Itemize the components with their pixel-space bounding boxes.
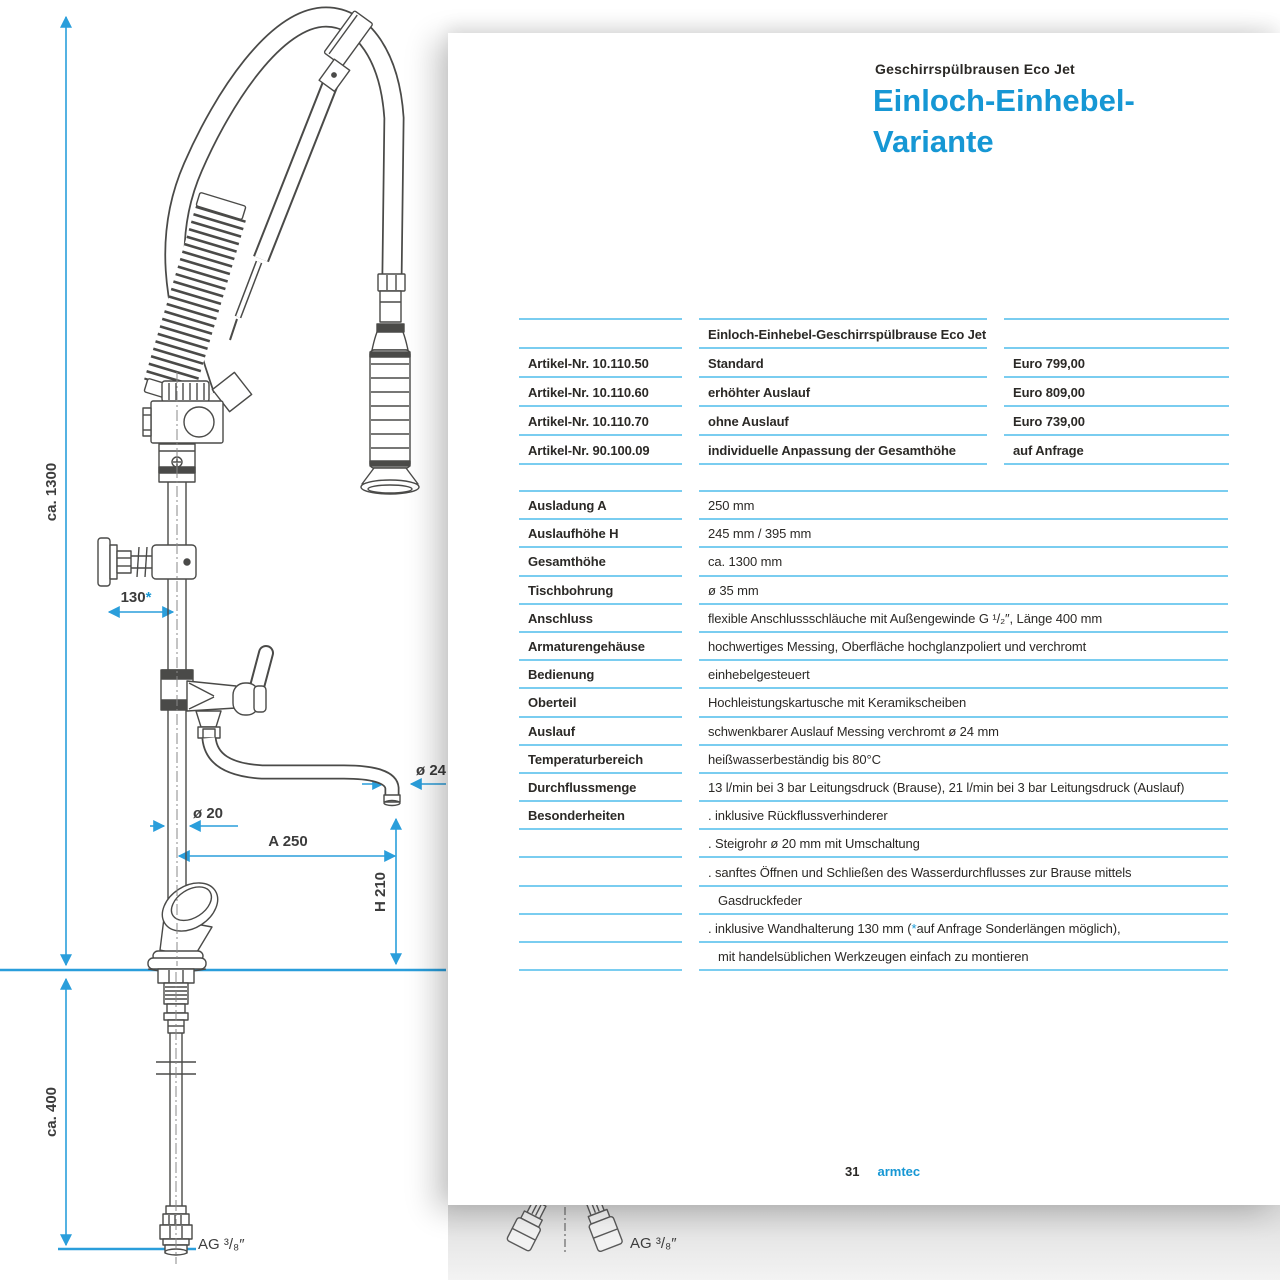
spec-label-cell (519, 885, 682, 913)
title-line-1: Einloch-Einhebel- (873, 83, 1135, 118)
wall-bracket-note-post: auf Anfrage Sonderlängen möglich), (916, 920, 1121, 936)
page-title (873, 80, 1135, 162)
spec-label-cell: Besonderheiten (519, 800, 682, 828)
wall-bracket (98, 538, 196, 586)
article-number-cell: Artikel-Nr. 10.110.60 (519, 376, 682, 405)
spec-table (519, 490, 1228, 971)
page-footer (845, 1164, 920, 1179)
spec-value-cell: flexible Anschlussschläuche mit Außengewinde G ¹/₂″, Länge 400 mm (699, 603, 1228, 631)
price-cell: auf Anfrage (1004, 434, 1229, 463)
hose-connector-left (506, 1197, 551, 1252)
thread-size-label: AG ³/₈″ (198, 1236, 245, 1253)
hose-thread-size-label: AG ³/₈″ (630, 1235, 677, 1252)
article-number-cell: Artikel-Nr. 10.110.50 (519, 347, 682, 376)
cell-empty (519, 318, 682, 347)
price-cell: Euro 799,00 (1004, 347, 1229, 376)
centerlines (176, 372, 177, 1264)
spout-tee-and-lever (161, 653, 400, 806)
spec-label-cell: Auslaufhöhe H (519, 518, 682, 546)
spec-value-cell: ca. 1300 mm (699, 546, 1228, 574)
table-bottom-rule (699, 463, 987, 465)
spec-value-cell (699, 913, 1228, 941)
article-number-cell: Artikel-Nr. 90.100.09 (519, 434, 682, 463)
catalog-page (448, 33, 1280, 1205)
spec-label-cell: Bedienung (519, 659, 682, 687)
spec-label-cell (519, 856, 682, 884)
spec-value-cell: . sanftes Öffnen und Schließen des Wasserdurchflusses zur Brause mittels (699, 856, 1228, 884)
spec-value-cell: schwenkbarer Auslauf Messing verchromt ø 24 mm (699, 716, 1228, 744)
spray-head (361, 274, 419, 494)
spec-value-cell: hochwertiges Messing, Oberfläche hochglanzpoliert und verchromt (699, 631, 1228, 659)
price-cell: Euro 739,00 (1004, 405, 1229, 434)
spec-label-cell (519, 828, 682, 856)
price-cell: Euro 809,00 (1004, 376, 1229, 405)
mixer-lever-and-base (148, 873, 227, 972)
spec-value-cell: 13 l/min bei 3 bar Leitungsdruck (Brause), 21 l/min bei 3 bar Leitungsdruck (Auslauf) (699, 772, 1228, 800)
spec-value-cell: mit handelsüblichen Werkzeugen einfach zu montieren (699, 941, 1228, 969)
spec-value-cell: . inklusive Rückflussverhinderer (699, 800, 1228, 828)
spec-value-cell: . Steigrohr ø 20 mm mit Umschaltung (699, 828, 1228, 856)
dim-outreach-label: A 250 (268, 833, 308, 850)
spec-label-cell: Ausladung A (519, 490, 682, 518)
spec-label-cell (519, 941, 682, 969)
dim-hose-length-label: ca. 400 (43, 1086, 60, 1138)
variant-cell: ohne Auslauf (699, 405, 987, 434)
spec-value-cell: Gasdruckfeder (699, 885, 1228, 913)
table-bottom-rule (699, 969, 1228, 971)
wall-bracket-note-star: * (911, 920, 917, 936)
article-number-cell: Artikel-Nr. 10.110.70 (519, 405, 682, 434)
series-kicker: Geschirrspülbrausen Eco Jet (875, 61, 1075, 77)
dim-overall-height-label: ca. 1300 (43, 462, 60, 522)
page-number: 31 (845, 1164, 860, 1179)
spec-label-cell: Anschluss (519, 603, 682, 631)
spec-label-cell: Oberteil (519, 687, 682, 715)
table-bottom-rule (519, 969, 682, 971)
table-bottom-rule (519, 463, 682, 465)
spec-label-cell: Tischbohrung (519, 575, 682, 603)
spec-value-cell: einhebelgesteuert (699, 659, 1228, 687)
spec-value-cell: 245 mm / 395 mm (699, 518, 1228, 546)
pre-rinse-unit-drawing (98, 10, 419, 1264)
dim-wall-bracket-label (121, 589, 152, 606)
dim-spout-diameter-label: ø 24 (416, 762, 447, 779)
wall-bracket-note-pre: . inklusive Wandhalterung 130 mm ( (708, 920, 912, 936)
brand-logo: armtec (877, 1164, 921, 1179)
spec-label-cell: Temperaturbereich (519, 744, 682, 772)
dim-riser-diameter-label: ø 20 (193, 805, 224, 822)
variant-cell: individuelle Anpassung der Gesamthöhe (699, 434, 987, 463)
spec-value-cell: 250 mm (699, 490, 1228, 518)
dim-wall-bracket-value: 130 (120, 589, 146, 606)
spec-value-cell: ø 35 mm (699, 575, 1228, 603)
spec-label-cell (519, 913, 682, 941)
table-bottom-rule (1004, 463, 1229, 465)
title-line-2: Variante (873, 124, 994, 159)
pricing-table (519, 318, 1229, 465)
variant-cell: Standard (699, 347, 987, 376)
spec-label-cell: Durchflussmenge (519, 772, 682, 800)
dim-outlet-height-label: H 210 (372, 871, 389, 913)
cell-empty (1004, 318, 1229, 347)
variant-cell: erhöhter Auslauf (699, 376, 987, 405)
pricing-table-header: Einloch-Einhebel-Geschirrspülbrause Eco Jet (699, 318, 987, 347)
spec-label-cell: Armaturengehäuse (519, 631, 682, 659)
dim-wall-bracket-star: * (145, 589, 152, 606)
spec-value-cell: heißwasserbeständig bis 80°C (699, 744, 1228, 772)
spec-label-cell: Auslauf (519, 716, 682, 744)
spec-value-cell: Hochleistungskartusche mit Keramikscheiben (699, 687, 1228, 715)
spec-label-cell: Gesamthöhe (519, 546, 682, 574)
coil-spring-sleeve (144, 192, 246, 405)
